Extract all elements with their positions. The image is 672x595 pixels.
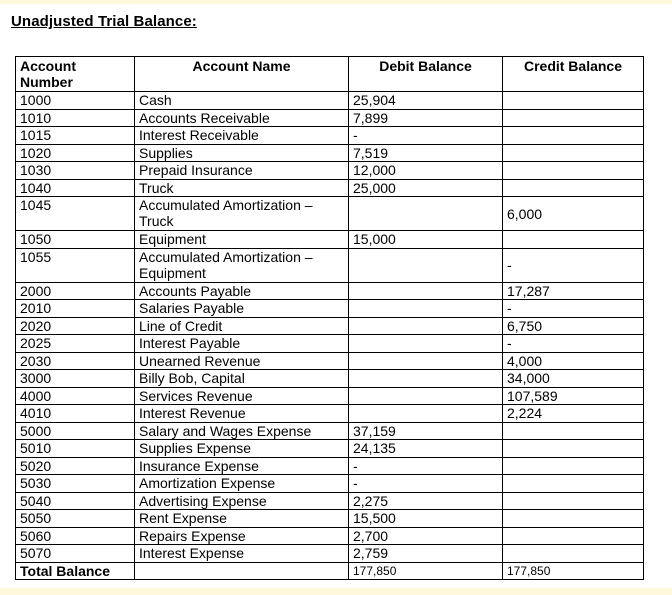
table-row — [16, 387, 644, 405]
debit-cell: 15,500 — [349, 510, 503, 528]
account-number-cell: 1015 — [16, 127, 135, 145]
table-row — [16, 457, 644, 475]
table-row — [16, 440, 644, 458]
debit-cell — [349, 248, 503, 282]
credit-cell — [503, 127, 644, 145]
credit-cell — [503, 231, 644, 249]
account-number-cell: 2000 — [16, 282, 135, 300]
account-name-cell: Accumulated Amortization – Truck — [135, 197, 349, 231]
page-title: Unadjusted Trial Balance: — [11, 13, 197, 30]
account-number-header: Account Number — [16, 57, 135, 92]
account-name-cell: Unearned Revenue — [135, 352, 349, 370]
account-number-cell: 5050 — [16, 510, 135, 528]
debit-cell: 12,000 — [349, 162, 503, 180]
account-number-cell: 1055 — [16, 248, 135, 282]
total-row — [16, 562, 644, 580]
credit-cell — [503, 422, 644, 440]
table-row — [16, 335, 644, 353]
account-number-cell: 5000 — [16, 422, 135, 440]
table-row — [16, 92, 644, 110]
account-name-cell: Rent Expense — [135, 510, 349, 528]
total-credit: 177,850 — [503, 562, 644, 580]
debit-cell — [349, 352, 503, 370]
account-name-header: Account Name — [135, 57, 349, 92]
table-body — [16, 92, 644, 563]
credit-cell: 6,000 — [503, 197, 644, 231]
account-number-cell: 3000 — [16, 370, 135, 388]
account-name-cell: Interest Receivable — [135, 127, 349, 145]
credit-cell — [503, 545, 644, 563]
credit-cell — [503, 492, 644, 510]
total-name-cell — [135, 562, 349, 580]
credit-cell — [503, 109, 644, 127]
account-name-cell: Accounts Payable — [135, 282, 349, 300]
account-number-cell: 5020 — [16, 457, 135, 475]
account-number-cell: 4000 — [16, 387, 135, 405]
credit-balance-header: Credit Balance — [503, 57, 644, 92]
credit-cell: 34,000 — [503, 370, 644, 388]
account-name-cell: Repairs Expense — [135, 527, 349, 545]
credit-cell: 4,000 — [503, 352, 644, 370]
account-number-cell: 5040 — [16, 492, 135, 510]
total-debit: 177,850 — [349, 562, 503, 580]
table-row — [16, 282, 644, 300]
account-number-cell: 4010 — [16, 405, 135, 423]
account-name-cell: Line of Credit — [135, 317, 349, 335]
account-number-cell: 1045 — [16, 197, 135, 231]
debit-cell: 2,275 — [349, 492, 503, 510]
top-border-strip — [0, 0, 672, 4]
account-name-cell: Billy Bob, Capital — [135, 370, 349, 388]
debit-cell — [349, 335, 503, 353]
debit-cell — [349, 370, 503, 388]
debit-cell — [349, 387, 503, 405]
debit-cell: 25,000 — [349, 179, 503, 197]
account-number-cell: 2025 — [16, 335, 135, 353]
trial-balance-table — [15, 56, 644, 580]
debit-cell: 25,904 — [349, 92, 503, 110]
credit-cell: 2,224 — [503, 405, 644, 423]
account-number-cell: 1030 — [16, 162, 135, 180]
account-name-cell: Accumulated Amortization – Equipment — [135, 248, 349, 282]
credit-cell — [503, 510, 644, 528]
debit-cell — [349, 300, 503, 318]
table-row — [16, 422, 644, 440]
table-row — [16, 527, 644, 545]
debit-cell — [349, 405, 503, 423]
credit-cell — [503, 162, 644, 180]
account-name-cell: Prepaid Insurance — [135, 162, 349, 180]
account-number-cell: 5070 — [16, 545, 135, 563]
table-row — [16, 300, 644, 318]
debit-cell: 2,759 — [349, 545, 503, 563]
account-number-cell: 5060 — [16, 527, 135, 545]
table-row — [16, 144, 644, 162]
debit-cell: 15,000 — [349, 231, 503, 249]
credit-cell: 107,589 — [503, 387, 644, 405]
credit-cell — [503, 457, 644, 475]
account-name-cell: Services Revenue — [135, 387, 349, 405]
table-row — [16, 231, 644, 249]
account-name-cell: Cash — [135, 92, 349, 110]
debit-cell: 24,135 — [349, 440, 503, 458]
debit-cell: 7,899 — [349, 109, 503, 127]
account-name-cell: Supplies — [135, 144, 349, 162]
account-name-cell: Accounts Receivable — [135, 109, 349, 127]
account-name-cell: Truck — [135, 179, 349, 197]
account-number-cell: 2010 — [16, 300, 135, 318]
debit-balance-header: Debit Balance — [349, 57, 503, 92]
account-number-cell: 2020 — [16, 317, 135, 335]
table-row — [16, 370, 644, 388]
total-label: Total Balance — [16, 562, 135, 580]
account-number-cell: 1020 — [16, 144, 135, 162]
table-row — [16, 109, 644, 127]
debit-cell: 2,700 — [349, 527, 503, 545]
account-name-cell: Interest Payable — [135, 335, 349, 353]
credit-cell: - — [503, 300, 644, 318]
table-row — [16, 510, 644, 528]
debit-cell: - — [349, 457, 503, 475]
table-row — [16, 475, 644, 493]
debit-cell: 37,159 — [349, 422, 503, 440]
table-row — [16, 127, 644, 145]
account-number-cell: 1010 — [16, 109, 135, 127]
account-number-cell: 1000 — [16, 92, 135, 110]
credit-cell: - — [503, 335, 644, 353]
credit-cell: - — [503, 248, 644, 282]
credit-cell — [503, 527, 644, 545]
credit-cell — [503, 440, 644, 458]
table-row — [16, 352, 644, 370]
account-number-cell: 5030 — [16, 475, 135, 493]
credit-cell — [503, 144, 644, 162]
credit-cell: 6,750 — [503, 317, 644, 335]
table-row — [16, 197, 644, 231]
account-name-cell: Insurance Expense — [135, 457, 349, 475]
table-row — [16, 317, 644, 335]
table-row — [16, 545, 644, 563]
account-name-cell: Supplies Expense — [135, 440, 349, 458]
debit-cell — [349, 282, 503, 300]
debit-cell — [349, 317, 503, 335]
table-row — [16, 492, 644, 510]
debit-cell: - — [349, 127, 503, 145]
account-name-cell: Advertising Expense — [135, 492, 349, 510]
credit-cell — [503, 92, 644, 110]
account-name-cell: Equipment — [135, 231, 349, 249]
account-number-cell: 2030 — [16, 352, 135, 370]
debit-cell — [349, 197, 503, 231]
table-row — [16, 162, 644, 180]
debit-cell: - — [349, 475, 503, 493]
account-name-cell: Interest Expense — [135, 545, 349, 563]
credit-cell: 17,287 — [503, 282, 644, 300]
debit-cell: 7,519 — [349, 144, 503, 162]
credit-cell — [503, 179, 644, 197]
account-name-cell: Salaries Payable — [135, 300, 349, 318]
account-number-cell: 1050 — [16, 231, 135, 249]
table-row — [16, 248, 644, 282]
account-number-cell: 5010 — [16, 440, 135, 458]
bottom-border-strip — [0, 588, 672, 595]
table-row — [16, 405, 644, 423]
table-row — [16, 179, 644, 197]
account-name-cell: Amortization Expense — [135, 475, 349, 493]
credit-cell — [503, 475, 644, 493]
account-number-cell: 1040 — [16, 179, 135, 197]
account-name-cell: Salary and Wages Expense — [135, 422, 349, 440]
account-name-cell: Interest Revenue — [135, 405, 349, 423]
table-header-row — [16, 57, 644, 92]
